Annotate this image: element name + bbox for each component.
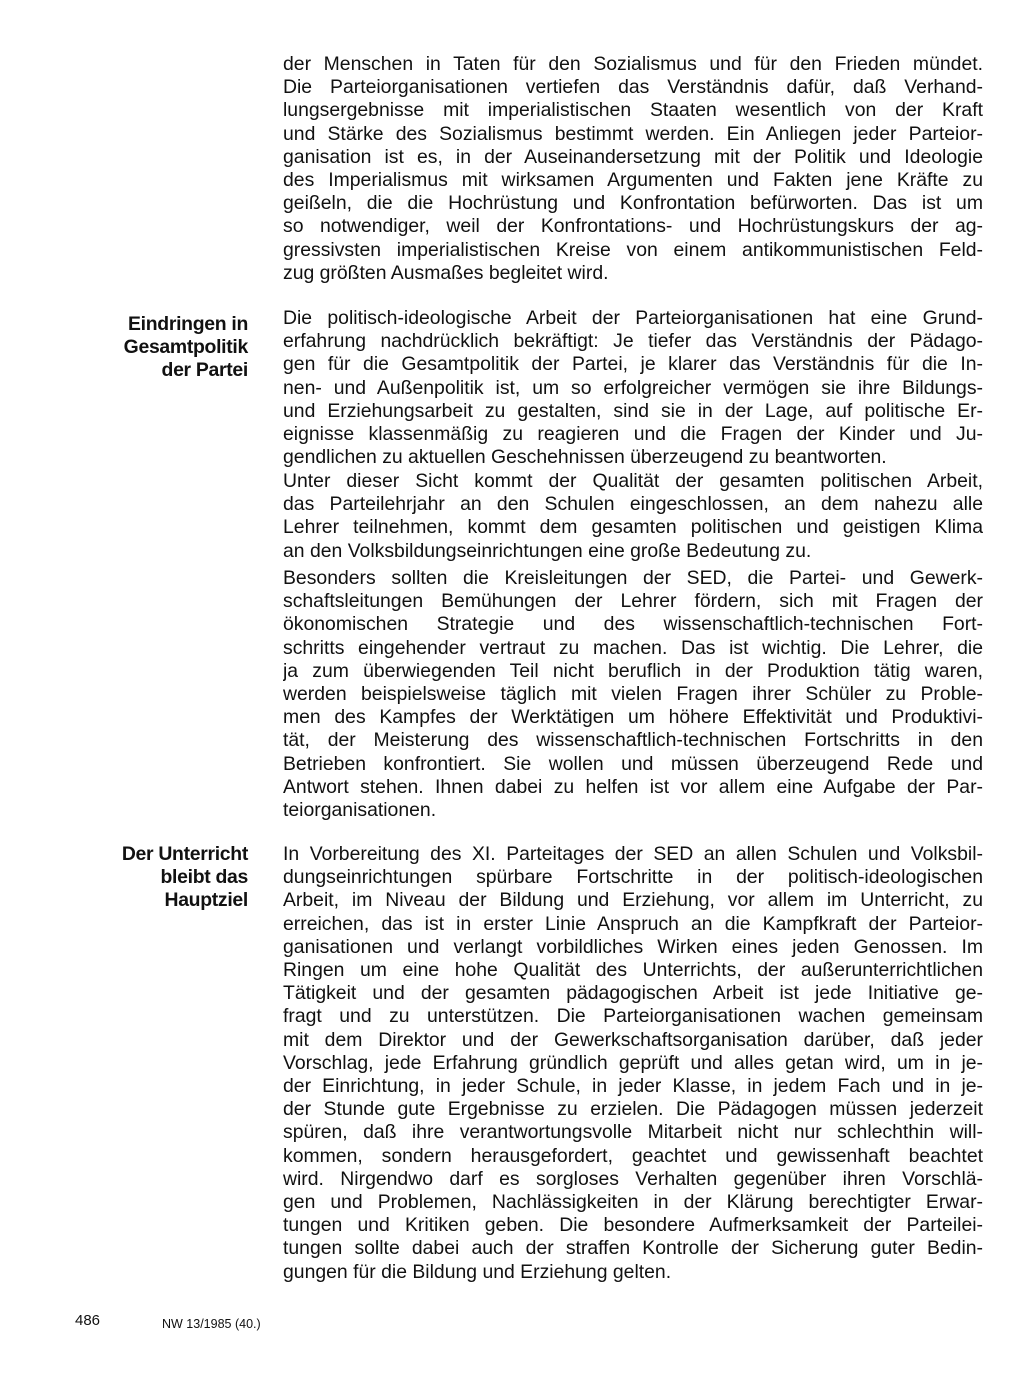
text-line: Arbeit, im Niveau der Bildung und Erziehung, vor allem im Unterricht, zu	[283, 889, 983, 912]
text-line: gen für die Gesamtpolitik der Partei, je klarer das Verständnis für die In-	[283, 353, 983, 376]
text-line: ganisation ist es, in der Auseinandersetzung mit der Politik und Ideologie	[283, 145, 983, 168]
text-line: dungseinrichtungen spürbare Fortschritte in der politisch-ideologischen	[283, 866, 983, 889]
paragraph-5	[283, 843, 983, 1284]
paragraph-3	[283, 470, 983, 563]
text-line: Besonders sollten die Kreisleitungen der SED, die Partei- und Gewerk-	[283, 567, 983, 589]
marginal-line: Der Unterricht	[121, 843, 248, 865]
text-line: ökonomischen Strategie und des wissenschaftlich-technischen Fort-	[283, 613, 983, 636]
text-line: ganisationen und verlangt vorbildliches Wirken eines jeden Genossen. Im	[283, 935, 983, 958]
paragraph-4	[283, 567, 983, 822]
paragraph-2	[283, 307, 983, 469]
text-line: Lehrer teilnehmen, kommt dem gesamten politischen und geistigen Klima	[283, 516, 983, 539]
text-line: men des Kampfes der Werktätigen um höhere Effektivität und Produktivi-	[283, 706, 983, 729]
text-line: werden beispielsweise täglich mit vielen Fragen ihrer Schüler zu Proble-	[283, 683, 983, 706]
text-line: Die politisch-ideologische Arbeit der Parteiorganisationen hat eine Grund-	[283, 307, 983, 329]
text-line: fragt und zu unterstützen. Die Parteiorganisationen wachen gemeinsam	[283, 1005, 983, 1028]
marginal-line: Hauptziel	[164, 889, 248, 912]
text-line: Tätigkeit und der gesamten pädagogischen Arbeit ist jede Initiative ge-	[283, 982, 983, 1005]
text-line: wird. Nirgendwo darf es sorgloses Verhalten gegenüber ihren Vorschlä-	[283, 1167, 983, 1190]
issue-reference: NW 13/1985 (40.)	[162, 1317, 261, 1331]
text-line: an den Volksbildungseinrichtungen eine große Bedeutung zu.	[283, 539, 812, 562]
marginal-line: Gesamtpolitik	[123, 336, 248, 359]
text-line: ja zum überwiegenden Teil nicht beruflich in der Produktion tätig waren,	[283, 659, 983, 682]
marginal-line: der Partei	[161, 359, 248, 382]
text-line: schritts eingehender vertraut zu machen. Das ist wichtig. Die Lehrer, die	[283, 636, 983, 659]
text-line: der Einrichtung, in jeder Schule, in jeder Klasse, in jedem Fach und in je-	[283, 1075, 983, 1098]
text-line: gendlichen zu aktuellen Geschehnissen überzeugend zu beantworten.	[283, 446, 887, 469]
marginal-line: Eindringen in	[128, 313, 248, 335]
text-line: tät, der Meisterung des wissenschaftlich-technischen Fortschritts in den	[283, 729, 983, 752]
text-line: gressivsten imperialistischen Kreise von einem antikommunistischen Feld-	[283, 238, 983, 261]
text-line: spüren, daß ihre verantwortungsvolle Mitarbeit nicht nur schlechthin will-	[283, 1121, 983, 1144]
marginal-heading-eindringen	[60, 313, 248, 383]
text-line: Die Parteiorganisationen vertiefen das Verständnis dafür, daß Verhand-	[283, 76, 983, 99]
text-line: erreichen, das ist in erster Linie Anspruch an die Kampfkraft der Parteior-	[283, 912, 983, 935]
marginal-heading-unterricht	[60, 843, 248, 913]
text-line: lungsergebnisse mit imperialistischen Staaten wesentlich von der Kraft	[283, 99, 983, 122]
text-line: Betrieben konfrontiert. Sie wollen und müssen überzeugend Rede und	[283, 752, 983, 775]
text-line: gungen für die Bildung und Erziehung gelten.	[283, 1260, 672, 1283]
text-line: tungen und Kritiken geben. Die besondere Aufmerksamkeit der Parteilei-	[283, 1214, 983, 1237]
text-line: zug größten Ausmaßes begleitet wird.	[283, 261, 609, 284]
text-line: und Stärke des Sozialismus bestimmt werden. Ein Anliegen jeder Parteior-	[283, 122, 983, 145]
text-line: der Stunde gute Ergebnisse zu erzielen. Die Pädagogen müssen jederzeit	[283, 1098, 983, 1121]
text-line: Ringen um eine hohe Qualität des Unterrichts, der außerunterrichtlichen	[283, 959, 983, 982]
text-line: gen und Problemen, Nachlässigkeiten in der Klärung berechtigter Erwar-	[283, 1191, 983, 1214]
text-line: Vorschlag, jede Erfahrung gründlich geprüft und alles getan wird, um in je-	[283, 1051, 983, 1074]
text-line: kommen, sondern herausgefordert, geachtet und gewissenhaft beachtet	[283, 1144, 983, 1167]
text-line: nen- und Außenpolitik ist, um so erfolgreicher vermögen sie ihre Bildungs-	[283, 376, 983, 399]
text-line: erfahrung nachdrücklich bekräftigt: Je tiefer das Verständnis der Pädago-	[283, 330, 983, 353]
text-line: teiorganisationen.	[283, 799, 437, 822]
text-line: Unter dieser Sicht kommt der Qualität der gesamten politischen Arbeit,	[283, 470, 983, 492]
text-line: das Parteilehrjahr an den Schulen eingeschlossen, an dem nahezu alle	[283, 493, 983, 516]
page-number: 486	[75, 1312, 101, 1329]
text-line: des Imperialismus mit wirksamen Argumenten und Fakten jene Kräfte zu	[283, 169, 983, 192]
marginal-line: bleibt das	[160, 866, 248, 889]
text-line: eignisse klassenmäßig zu reagieren und die Fragen der Kinder und Ju-	[283, 423, 983, 446]
text-line: In Vorbereitung des XI. Parteitages der SED an allen Schulen und Volksbil-	[283, 843, 983, 865]
text-line: schaftsleitungen Bemühungen der Lehrer fördern, sich mit Fragen der	[283, 590, 983, 613]
text-line: der Menschen in Taten für den Sozialismus und für den Frieden mündet.	[283, 53, 983, 75]
text-line: so notwendiger, weil der Konfrontations- und Hochrüstungskurs der ag-	[283, 215, 983, 238]
text-line: Antwort stehen. Ihnen dabei zu helfen ist vor allem eine Aufgabe der Par-	[283, 775, 983, 798]
text-line: und Erziehungsarbeit zu gestalten, sind sie in der Lage, auf politische Er-	[283, 399, 983, 422]
text-line: geißeln, die die Hochrüstung und Konfrontation befürworten. Das ist um	[283, 192, 983, 215]
text-line: tungen sollte dabei auch der straffen Kontrolle der Sicherung guter Bedin-	[283, 1237, 983, 1260]
paragraph-1	[283, 53, 983, 285]
text-line: mit dem Direktor und der Gewerkschaftsorganisation darüber, daß jeder	[283, 1028, 983, 1051]
